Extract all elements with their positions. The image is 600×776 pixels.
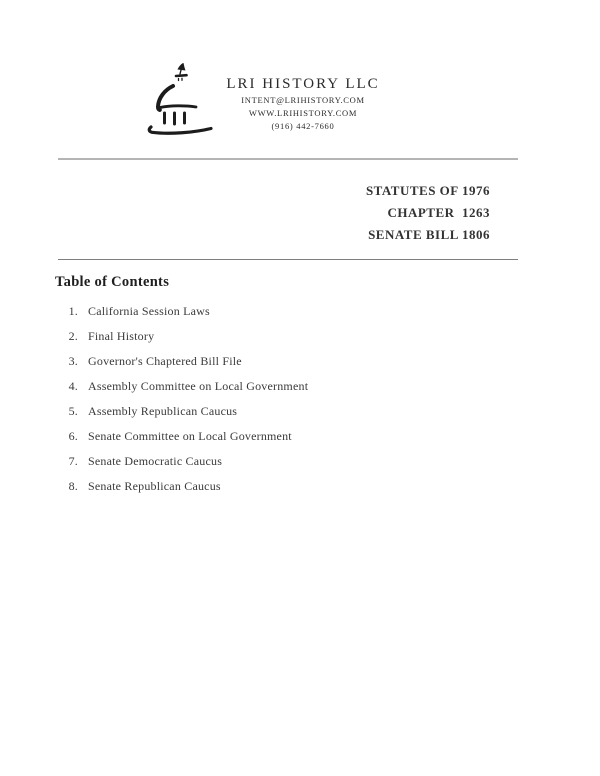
company-phone: (916) 442-7660 (271, 121, 335, 131)
case-header (58, 180, 490, 246)
toc-item-number: 3. (68, 354, 78, 368)
statutes-line: STATUTES OF 1976 (365, 183, 490, 198)
toc-item (55, 429, 525, 454)
toc-item (55, 329, 525, 354)
toc-heading: Table of Contents (55, 274, 170, 290)
letterhead-text (0, 74, 600, 133)
toc-item (55, 454, 525, 479)
toc-item (55, 379, 525, 404)
company-email: INTENT@LRIHISTORY.COM (241, 95, 365, 105)
toc-item-number: 1. (68, 304, 78, 318)
toc-item-label: Assembly Committee on Local Government (88, 379, 309, 393)
toc-item (55, 404, 525, 429)
divider-bottom (58, 259, 518, 260)
toc-item-number: 7. (68, 454, 78, 468)
toc-item-number: 2. (68, 329, 78, 343)
toc-item-label: Final History (88, 329, 155, 343)
toc-item-label: Assembly Republican Caucus (88, 404, 238, 418)
chapter-line: CHAPTER 1263 (387, 205, 490, 220)
toc-item-number: 8. (68, 479, 78, 493)
company-website: WWW.LRIHISTORY.COM (248, 108, 358, 118)
divider-top (58, 158, 518, 160)
toc-item-label: Senate Committee on Local Government (88, 429, 292, 443)
toc-item-label: Senate Republican Caucus (88, 479, 221, 493)
toc-item-number: 4. (68, 379, 78, 393)
toc-item-label: California Session Laws (88, 304, 210, 318)
toc-item-label: Governor's Chaptered Bill File (88, 354, 242, 368)
toc-item (55, 304, 525, 329)
toc-list (55, 304, 525, 504)
toc-item (55, 354, 525, 379)
toc-item-label: Senate Democratic Caucus (88, 454, 223, 468)
table-of-contents (55, 273, 525, 504)
senate-bill-line: SENATE BILL 1806 (368, 227, 490, 242)
toc-item-number: 5. (68, 404, 78, 418)
company-name: LRI HISTORY LLC (226, 76, 380, 92)
toc-item-number: 6. (68, 429, 78, 443)
toc-item (55, 479, 525, 504)
